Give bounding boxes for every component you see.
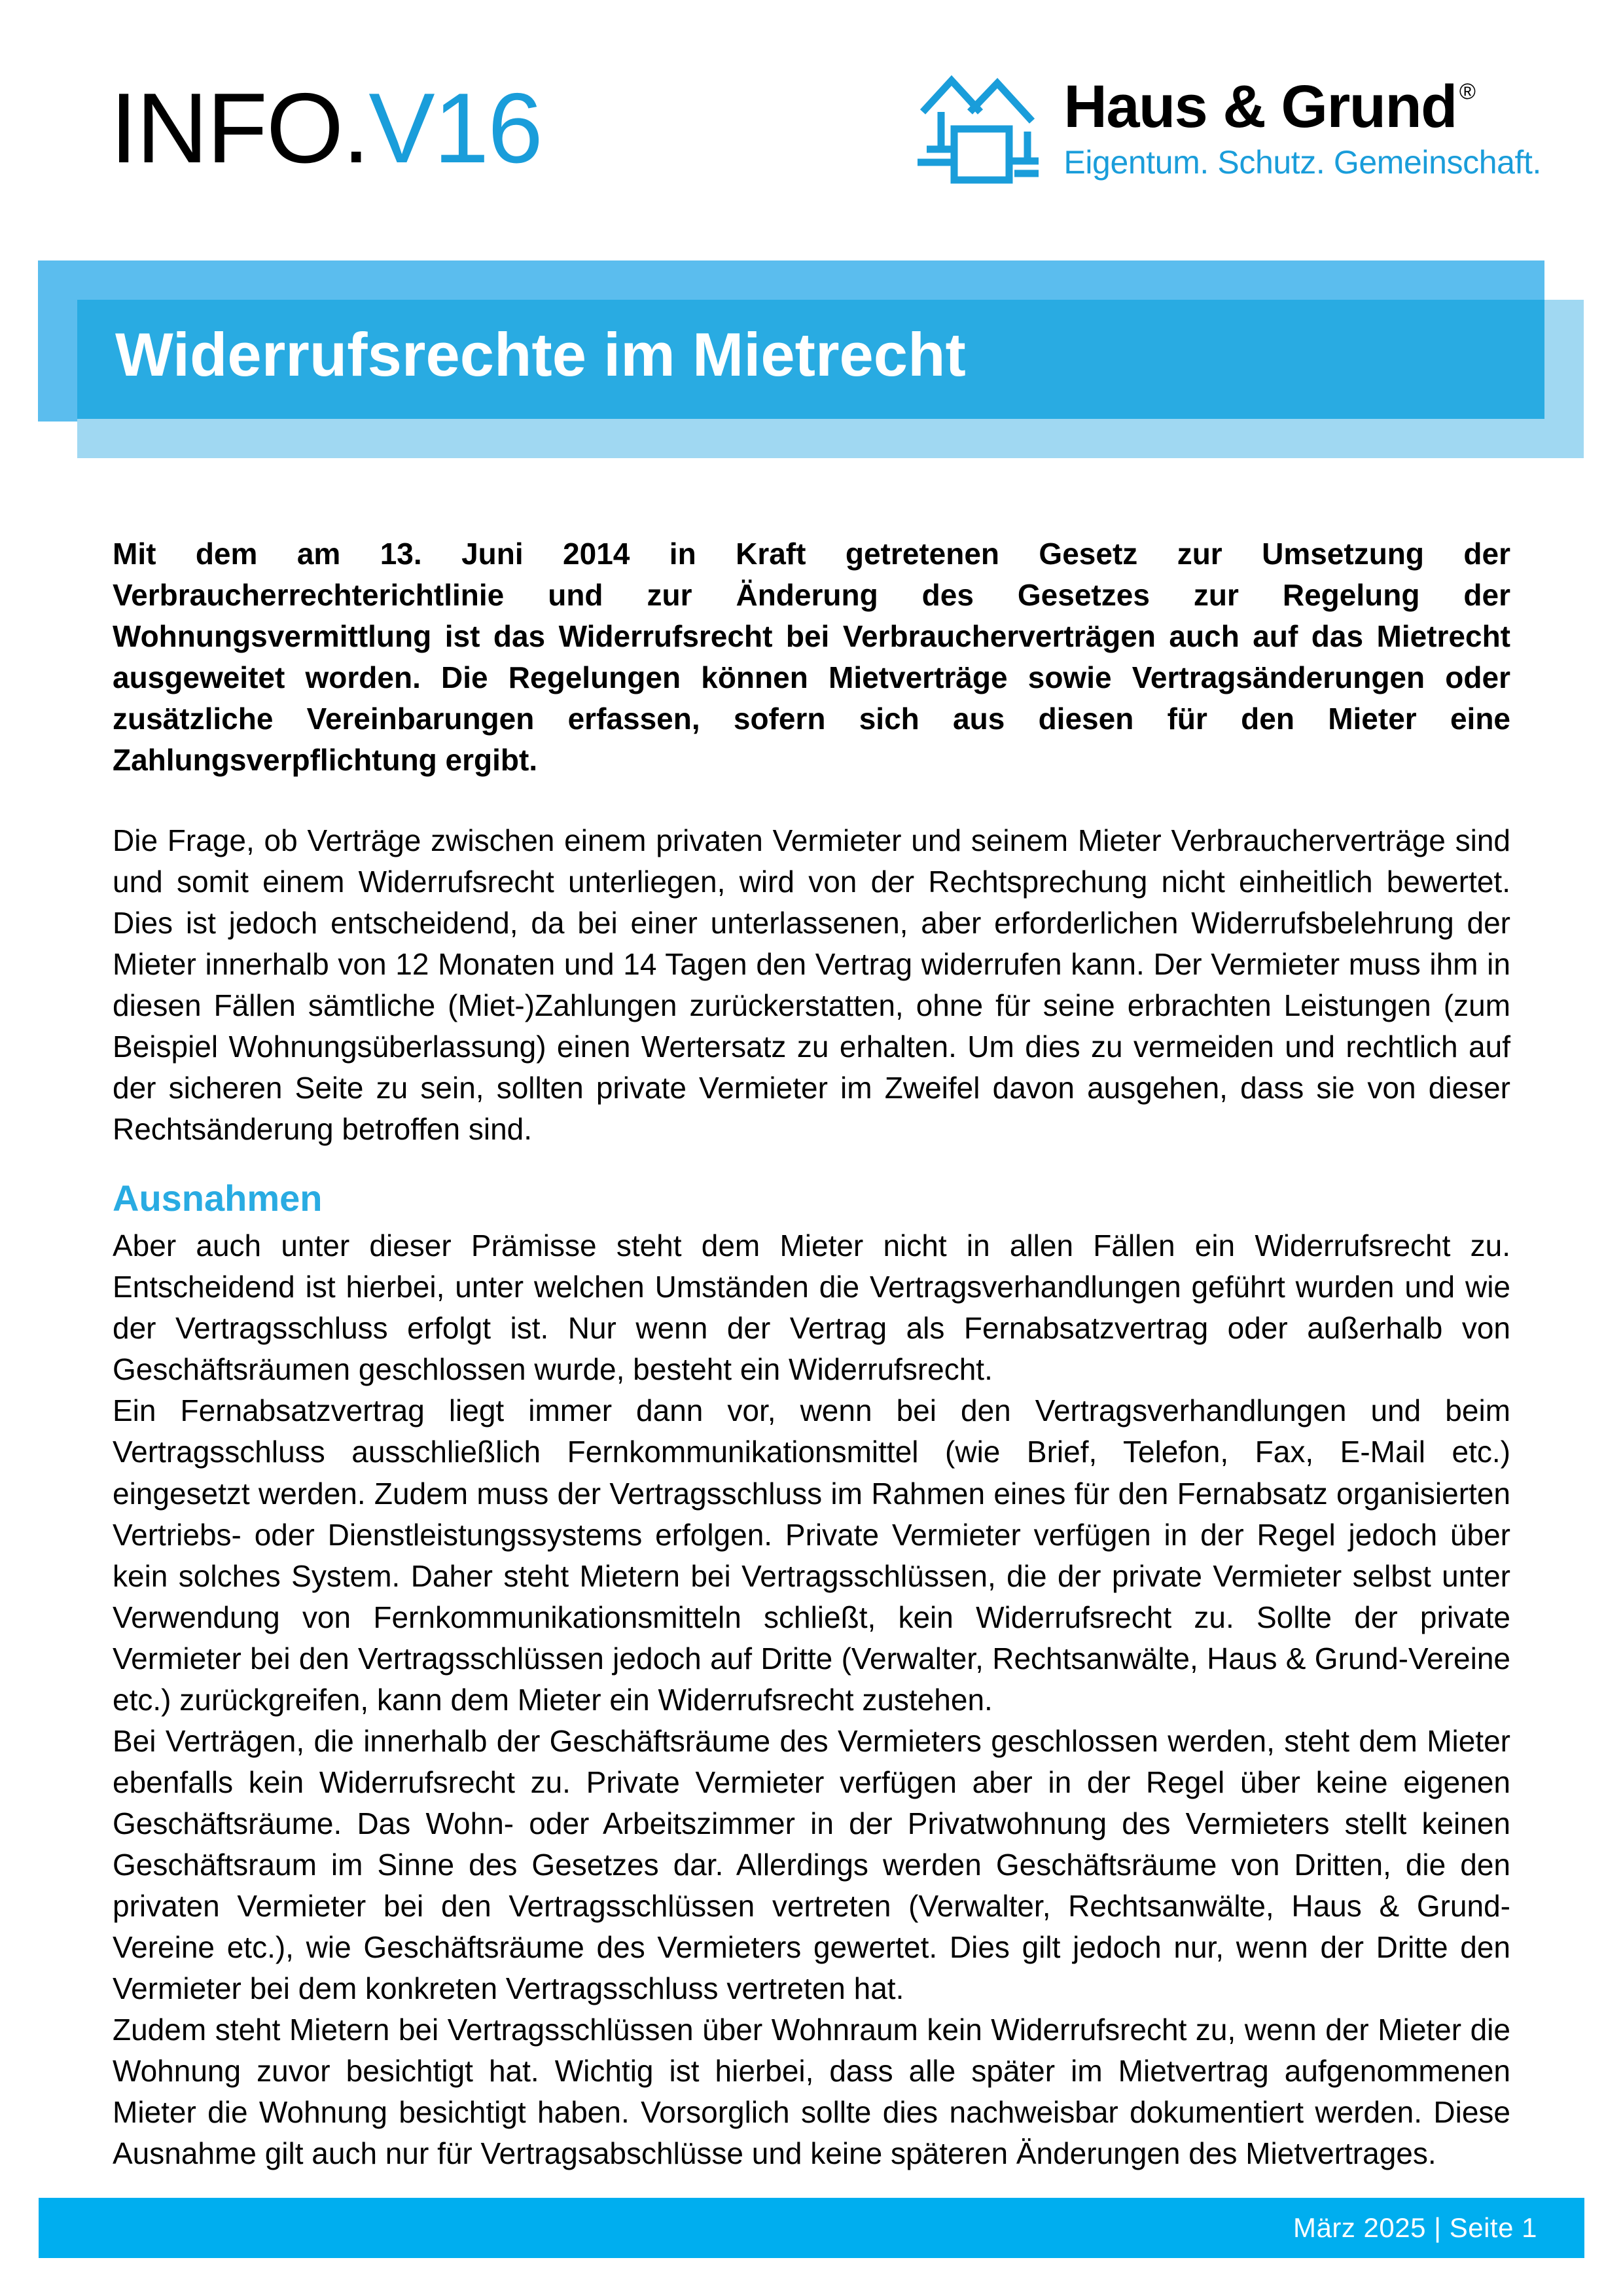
document-code	[110, 73, 542, 184]
document-body	[113, 533, 1510, 2174]
brand-name-text: Haus & Grund	[1063, 73, 1457, 140]
document-code-version: V16	[368, 73, 542, 184]
house-roofs-icon	[918, 69, 1039, 187]
body-paragraph-2: Aber auch unter dieser Prämisse steht dem Mieter nicht in allen Fällen ein Widerrufsrecht zu. Entscheidend ist hierbei, unter welchen Umständen die Vertragsverhandlungen geführt wurden und wie der Vertragsschluss erfolgt ist. Nur wenn der Vertrag als Fernabsatzvertrag oder außerhalb von Geschäftsräumen geschlossen wurde, besteht ein Widerrufsrecht.	[113, 1229, 1510, 1387]
registered-trademark-icon: ®	[1459, 79, 1475, 104]
body-paragraph-1: Die Frage, ob Verträge zwischen einem privaten Vermieter und seinem Mieter Verbraucherverträge sind und somit einem Widerrufsrecht unterliegen, wird von der Rechtsprechung nicht einheitlich bewertet. Dies ist jedoch entscheidend, da bei einer unterlassenen, aber erforderlichen Widerrufsbelehrung der Mieter innerhalb von 12 Monaten und 14 Tagen den Vertrag widerrufen kann. Der Vermieter muss ihm in diesen Fällen sämtliche (Miet-)Zahlungen zurückerstatten, ohne für seine erbrachten Leistungen (zum Beispiel Wohnungsüberlassung) einen Wertersatz zu erhalten. Um dies zu vermeiden und rechtlich auf der sicheren Seite zu sein, sollten private Vermieter im Zweifel davon ausgehen, dass sie von dieser Rechtsänderung betroffen sind.	[113, 823, 1510, 1147]
lead-paragraph: Mit dem am 13. Juni 2014 in Kraft getretenen Gesetz zur Umsetzung der Verbraucherrechterichtlinie und zur Änderung des Gesetzes zur Regelung der Wohnungsvermittlung ist das Widerrufsrecht bei Verbraucherverträgen auch auf das Mietrecht ausgeweitet worden. Die Regelungen können Mietverträge sowie Vertragsänderungen oder zusätzliche Vereinbarungen erfassen, sofern sich aus diesen für den Mieter eine Zahlungsverpflichtung ergibt.	[113, 537, 1510, 778]
page-header	[0, 0, 1623, 236]
brand-name	[1063, 73, 1475, 140]
body-paragraph-5: Zudem steht Mietern bei Vertragsschlüssen über Wohnraum kein Widerrufsrecht zu, wenn der Mieter die Wohnung zuvor besichtigt hat. Wichtig ist hierbei, dass alle später im Mietvertrag aufgenommenen Mieter die Wohnung besichtigt haben. Vorsorglich sollte dies nachweisbar dokumentiert werden. Diese Ausnahme gilt auch nur für Vertragsabschlüsse und keine späteren Änderungen des Mietvertrages.	[113, 2012, 1510, 2170]
page-footer	[39, 2198, 1584, 2258]
body-paragraph-4: Bei Verträgen, die innerhalb der Geschäftsräume des Vermieters geschlossen werden, steht dem Mieter ebenfalls kein Widerrufsrecht zu. Private Vermieter verfügen aber in der Regel über keine eigenen Geschäftsräume. Das Wohn- oder Arbeitszimmer in der Privatwohnung des Vermieters stellt keinen Geschäftsraum im Sinne des Gesetzes dar. Allerdings werden Geschäftsräume von Dritten, die den privaten Vermieter bei den Vertragsschlüssen vertreten (Verwalter, Rechtsanwälte, Haus & Grund-Vereine etc.), wie Geschäftsräume des Vermieters gewertet. Dies gilt jedoch nur, wenn der Dritte den Vermieter bei dem konkreten Vertragsschluss vertreten hat.	[113, 1723, 1510, 2005]
brand-tagline: Eigentum. Schutz. Gemeinschaft.	[1063, 143, 1541, 181]
body-paragraph-3: Ein Fernabsatzvertrag liegt immer dann vor, wenn bei den Vertragsverhandlungen und beim Vertragsschluss ausschließlich Fernkommunikationsmittel (wie Brief, Telefon, Fax, E-Mail etc.) eingesetzt werden. Zudem muss der Vertragsschluss im Rahmen eines für den Fernabsatz organisierten Vertriebs- oder Dienstleistungssystems erfolgen. Private Vermieter verfügen in der Regel jedoch über kein solches System. Daher steht Mietern bei Vertragsschlüssen, die der private Vermieter selbst unter Verwendung von Fernkommunikationsmitteln schließt, kein Widerrufsrecht zu. Sollte der private Vermieter bei den Vertragsschlüssen jedoch auf Dritte (Verwalter, Rechtsanwälte, Haus & Grund-Vereine etc.) zurückgreifen, kann dem Mieter ein Widerrufsrecht zustehen.	[113, 1393, 1510, 1717]
document-code-prefix: INFO.	[110, 73, 369, 184]
brand-logo	[918, 69, 1541, 187]
brand-wordmark	[1063, 69, 1541, 181]
footer-meta: März 2025 | Seite 1	[1293, 2212, 1537, 2243]
page-title: Widerrufsrechte im Mietrecht	[115, 320, 966, 389]
section-heading-ausnahmen: Ausnahmen	[113, 1177, 323, 1219]
title-banner	[0, 260, 1623, 463]
